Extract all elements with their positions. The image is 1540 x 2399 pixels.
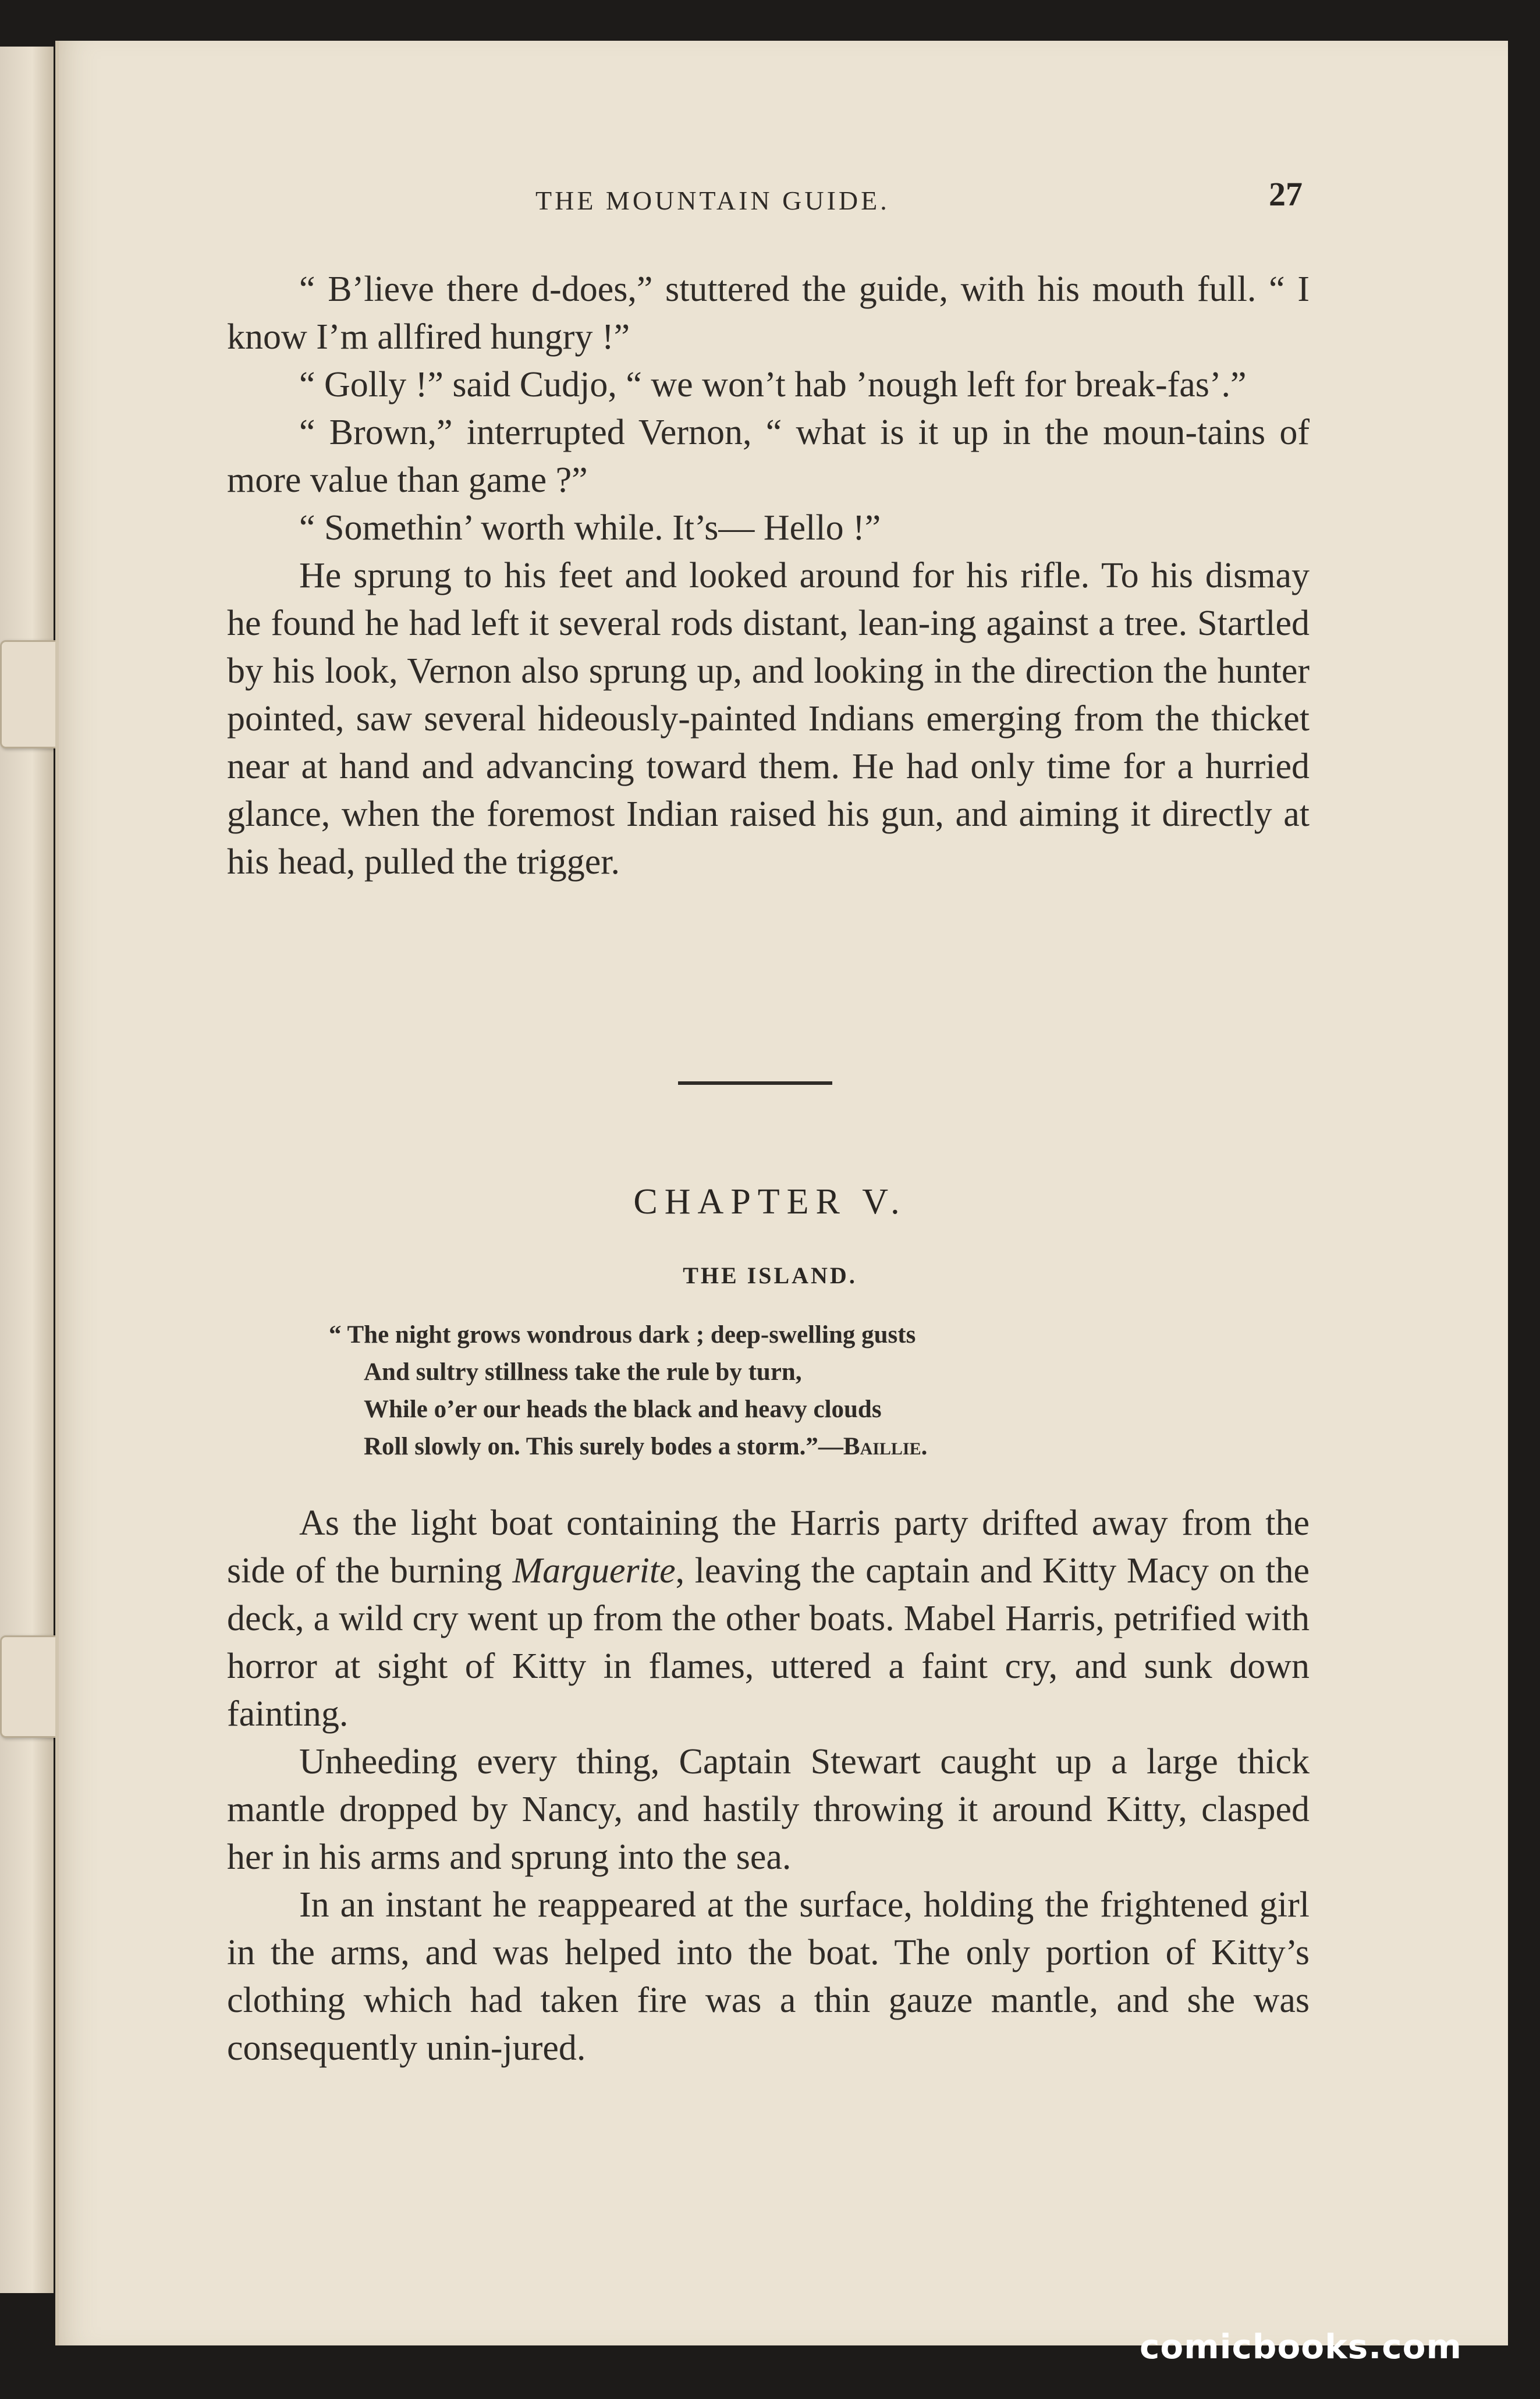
paragraph [227,1499,1310,1738]
epigraph-attribution: Baillie. [843,1433,928,1460]
paragraph-text: , leaving the captain and Kitty Macy on the deck, a wild cry went up from the other boats. Mabel Harris, petrified with horror at sight of Kitty in flames, uttered a faint cry, and sunk down fainting. [227,1551,1310,1734]
epigraph-line [364,1428,927,1465]
paragraph-text: As the light boat containing the Harris party drifted away from the side of the burning [227,1503,1310,1591]
epigraph-line: And sultry stillness take the rule by turn, [364,1358,802,1386]
adjacent-page-edge [0,47,54,2293]
watermark: comicbooks.com [1140,2327,1462,2366]
paragraph: “ B’lieve there d-does,” stuttered the guide, with his mouth full. “ I know I’m allfired hungry !” [227,269,1310,357]
page-number: 27 [1269,175,1303,213]
paragraph: “ Somethin’ worth while. It’s— Hello !” [299,508,881,548]
running-title: THE MOUNTAIN GUIDE. [535,186,890,215]
text-after-chapter [227,1499,1310,2072]
paragraph: “ Golly !” said Cudjo, “ we won’t hab ’nough left for break-fas’.” [299,365,1247,404]
paragraph: In an instant he reappeared at the surface, holding the frightened girl in the arms, and was helped into the boat. The only portion of Kitty’s clothing which had taken fire was a thin gauze mantle, and she was consequently unin-jured. [227,1885,1310,2068]
epigraph-line: “ The night grows wondrous dark ; deep-swelling gusts [329,1321,916,1348]
epigraph-line: While o’er our heads the black and heavy clouds [364,1396,882,1423]
ship-name: Marguerite [512,1551,676,1591]
chapter-subtitle: THE ISLAND. [683,1262,857,1289]
section-divider [678,1081,832,1085]
paragraph: Unheeding every thing, Captain Stewart caught up a large thick mantle dropped by Nancy, and hastily throwing it around Kitty, clasped her in his arms and sprung into the sea. [227,1742,1310,1877]
epigraph [329,1316,927,1465]
paragraph: “ Brown,” interrupted Vernon, “ what is it up in the moun-tains of more value than game ?” [227,413,1310,500]
epigraph-line-text: Roll slowly on. This surely bodes a storm.”— [364,1433,843,1460]
chapter-title: CHAPTER V. [633,1182,907,1222]
text-before-chapter [227,265,1310,886]
paragraph: He sprung to his feet and looked around for his rifle. To his dismay he found he had left it several rods distant, lean-ing against a tree. Startled by his look, Vernon also sprung up, and looking in the direction the hunter pointed, saw several hideously-painted Indians emerging from the thicket near at hand and advancing toward them. He had only time for a hurried glance, when the foremost Indian raised his gun, and aiming it directly at his head, pulled the trigger. [227,556,1310,882]
